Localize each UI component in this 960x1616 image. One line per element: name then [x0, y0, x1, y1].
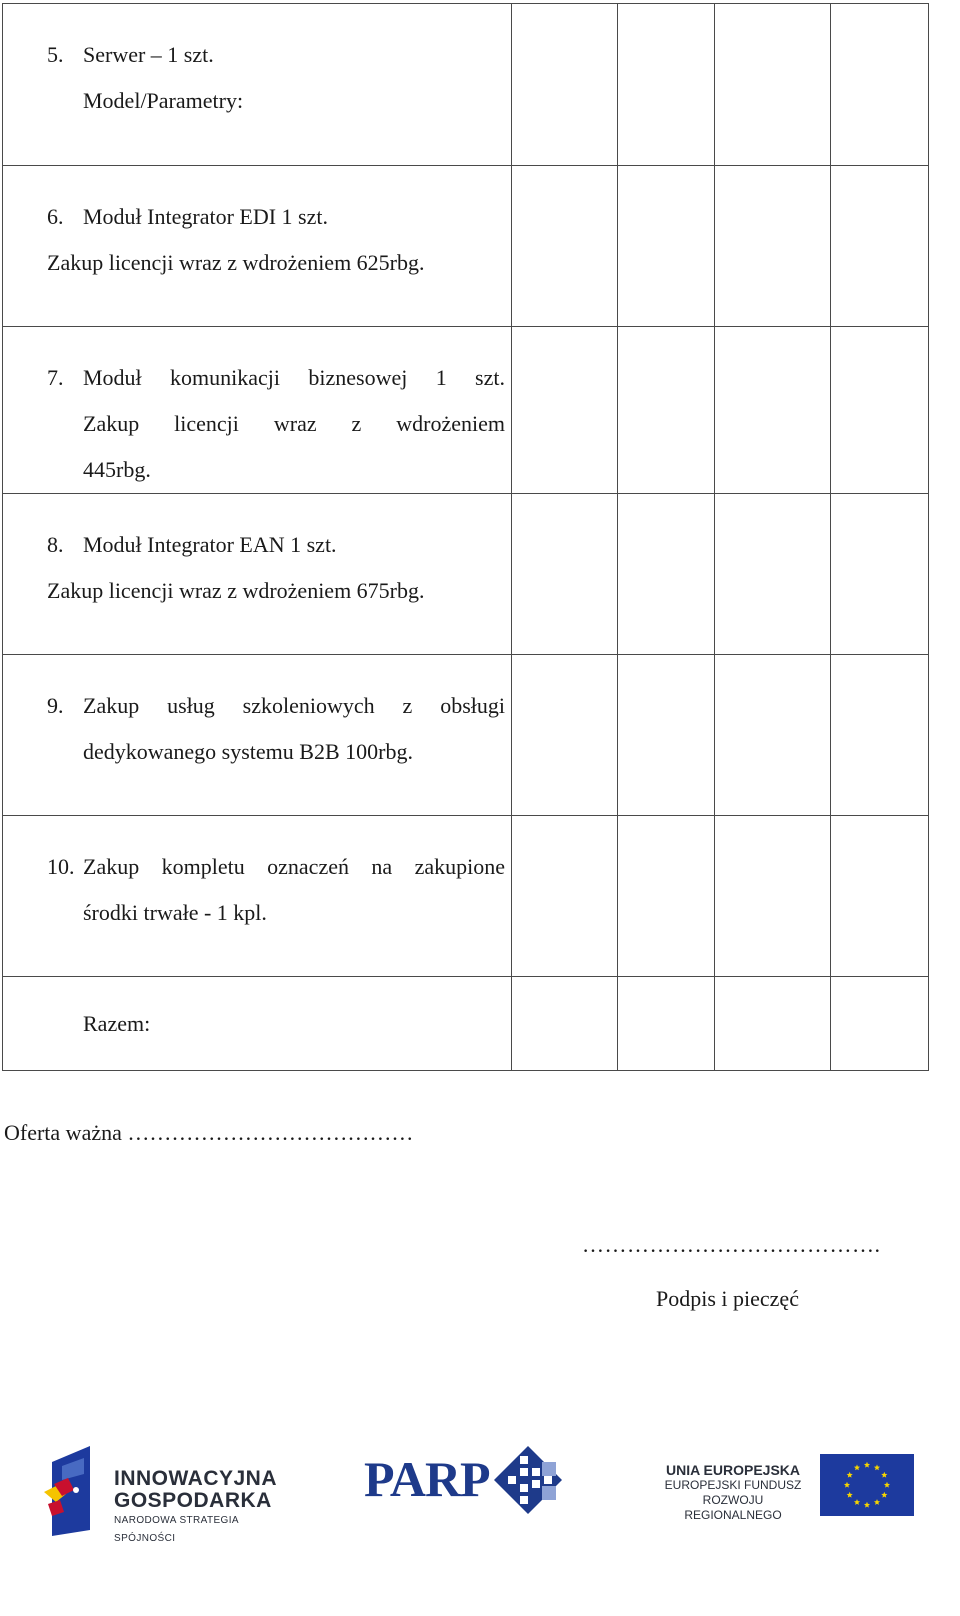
- item-description-cell: [3, 327, 512, 494]
- parp-arrow-icon: [490, 1442, 566, 1518]
- item-number: 9.: [47, 693, 64, 718]
- total-value-cell[interactable]: [618, 977, 715, 1071]
- parp-wordmark: PARP: [364, 1451, 490, 1507]
- value-cell[interactable]: [512, 655, 618, 816]
- item-title: Serwer – 1 szt.: [83, 42, 214, 67]
- footer-logos: [0, 1430, 960, 1560]
- logo-text-line: GOSPODARKA: [114, 1489, 272, 1512]
- item-detail: Zakup licencji wraz z wdrożeniem 675rbg.: [47, 578, 425, 603]
- value-cell[interactable]: [831, 816, 929, 977]
- value-cell[interactable]: [618, 494, 715, 655]
- value-cell[interactable]: [618, 166, 715, 327]
- value-cell[interactable]: [618, 816, 715, 977]
- item-detail: Zakup licencji wraz z wdrożeniem: [83, 411, 505, 436]
- item-title: Moduł Integrator EDI 1 szt.: [83, 204, 328, 229]
- value-cell[interactable]: [618, 327, 715, 494]
- offer-validity-field[interactable]: Oferta ważna …………………………………: [4, 1120, 414, 1145]
- value-cell[interactable]: [715, 327, 831, 494]
- item-number: 7.: [47, 365, 64, 390]
- value-cell[interactable]: [618, 655, 715, 816]
- item-number: 8.: [47, 532, 64, 557]
- value-cell[interactable]: [512, 327, 618, 494]
- value-cell[interactable]: [512, 816, 618, 977]
- value-cell[interactable]: [715, 655, 831, 816]
- item-detail: Model/Parametry:: [83, 88, 244, 113]
- item-number: 5.: [47, 42, 64, 67]
- table-row: [3, 816, 929, 977]
- item-description-cell: [3, 4, 512, 166]
- value-cell[interactable]: [618, 4, 715, 166]
- table-row: [3, 494, 929, 655]
- item-detail: środki trwałe - 1 kpl.: [83, 900, 267, 925]
- total-label-cell: [3, 977, 512, 1071]
- eu-wordmark: [654, 1462, 812, 1523]
- table-row: [3, 327, 929, 494]
- innowacyjna-gospodarka-logo: [44, 1444, 278, 1544]
- total-value-cell[interactable]: [512, 977, 618, 1071]
- item-title: Zakup kompletu oznaczeń na zakupione: [83, 854, 505, 879]
- item-description-cell: [3, 166, 512, 327]
- logo-text-line: EUROPEJSKI FUNDUSZ: [664, 1478, 802, 1492]
- item-title: Zakup usług szkoleniowych z obsługi: [83, 693, 505, 718]
- value-cell[interactable]: [512, 166, 618, 327]
- total-value-cell[interactable]: [715, 977, 831, 1071]
- item-description-cell: [3, 655, 512, 816]
- innowacyjna-emblem-icon: [44, 1444, 108, 1536]
- item-number: 10.: [47, 854, 75, 879]
- item-description-cell: [3, 816, 512, 977]
- item-description-cell: [3, 494, 512, 655]
- value-cell[interactable]: [831, 655, 929, 816]
- logo-text-line: NARODOWA STRATEGIA SPÓJNOŚCI: [114, 1515, 239, 1544]
- item-detail: Zakup licencji wraz z wdrożeniem 625rbg.: [47, 250, 425, 275]
- value-cell[interactable]: [715, 166, 831, 327]
- item-title: Moduł komunikacji biznesowej 1 szt.: [83, 365, 505, 390]
- logo-text-line: ROZWOJU REGIONALNEGO: [684, 1493, 782, 1522]
- table-row: [3, 166, 929, 327]
- total-value-cell[interactable]: [831, 977, 929, 1071]
- logo-text-line: INNOWACYJNA: [114, 1467, 278, 1490]
- eu-flag-icon: [820, 1454, 914, 1516]
- value-cell[interactable]: [512, 494, 618, 655]
- total-label: Razem:: [83, 1011, 151, 1036]
- logo-text-line: UNIA EUROPEJSKA: [665, 1462, 801, 1478]
- signature-line: ………………………………….: [582, 1232, 881, 1257]
- value-cell[interactable]: [831, 4, 929, 166]
- value-cell[interactable]: [715, 816, 831, 977]
- value-cell[interactable]: [831, 327, 929, 494]
- value-cell[interactable]: [715, 494, 831, 655]
- item-detail-cont: 445rbg.: [83, 457, 151, 482]
- value-cell[interactable]: [831, 494, 929, 655]
- total-row: [3, 977, 929, 1071]
- table-row: [3, 655, 929, 816]
- offer-table: [2, 3, 929, 1071]
- item-detail: dedykowanego systemu B2B 100rbg.: [83, 739, 413, 764]
- table-row: [3, 4, 929, 166]
- value-cell[interactable]: [715, 4, 831, 166]
- value-cell[interactable]: [512, 4, 618, 166]
- signature-label: Podpis i pieczęć: [656, 1286, 799, 1311]
- value-cell[interactable]: [831, 166, 929, 327]
- item-title: Moduł Integrator EAN 1 szt.: [83, 532, 337, 557]
- item-number: 6.: [47, 204, 64, 229]
- innowacyjna-wordmark: [114, 1468, 277, 1548]
